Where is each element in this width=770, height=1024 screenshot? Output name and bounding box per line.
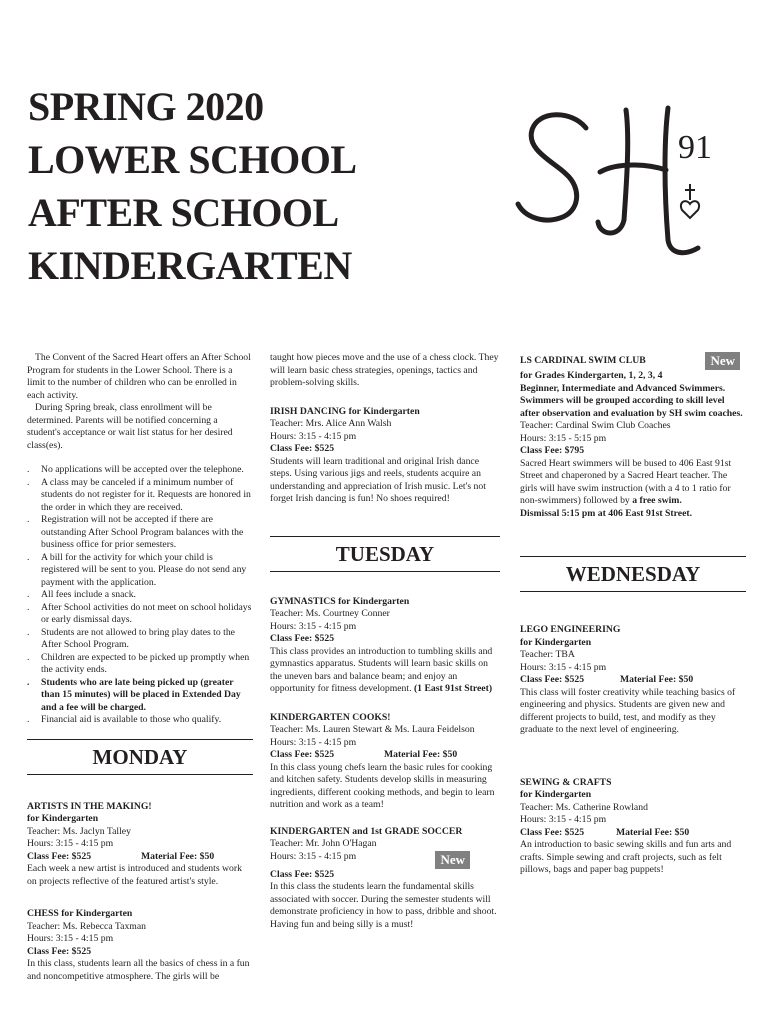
class-title: SEWING & CRAFTS [520, 776, 612, 788]
list-item: . A bill for the activity for which your child is registered will be sent to you. Please do not send any payment with the application. [27, 551, 247, 588]
bullet-mark: . [27, 589, 30, 600]
list-item: . Students are not allowed to bring play dates to the After School Program. [27, 626, 235, 650]
class-fee: Class Fee: $525 [27, 945, 92, 957]
class-description: In this class, students learn all the basics of chess in a fun and noncompetitive atmosphere. The girls will be [27, 958, 250, 982]
class-sewing [520, 777, 746, 877]
bullet-mark: . [27, 651, 30, 663]
class-fee: Class Fee: $525 [270, 443, 335, 454]
class-title: LEGO ENGINEERING [520, 624, 621, 635]
list-item: . Students who are late being picked up (greater than 15 minutes) will be placed in Extended Day and a fee will be charged. [27, 676, 241, 713]
class-levels: Beginner, Intermediate and Advanced Swimmers. Swimmers will be grouped according to skill level after observation and evaluation by SH swim coaches. [520, 382, 743, 419]
fee-row [520, 674, 746, 687]
class-lego [520, 624, 746, 737]
class-grade: for Grades Kindergarten, 1, 2, 3, 4 [520, 370, 663, 381]
list-item: . All fees include a snack. [27, 589, 136, 600]
class-description: This class will foster creativity while teaching basics of engineering and physics. Students are given new and different projects to build, test, and modify as they graduate to the next level of engineering. [520, 686, 736, 735]
day-heading-wednesday: WEDNESDAY [565, 562, 701, 586]
material-fee: Material Fee: $50 [616, 826, 690, 838]
class-description: An introduction to basic sewing skills and fun arts and crafts. Simple sewing and craft projects, such as felt pillows, bags and paper bag puppets! [520, 839, 732, 875]
fee-row [520, 827, 746, 840]
class-teacher: Teacher: Ms. Lauren Stewart & Ms. Laura Feidelson [270, 724, 475, 735]
class-hours: Hours: 3:15 - 4:15 pm [520, 661, 607, 673]
class-title: KINDERGARTEN and 1st GRADE SOCCER [270, 825, 463, 837]
day-heading-monday: MONDAY [92, 744, 188, 769]
list-item: . Registration will not be accepted if there are outstanding After School Program balances with the business office for prior semesters. [27, 514, 244, 550]
column-middle [270, 352, 500, 931]
class-hours: Hours: 3:15 - 4:15 pm [270, 850, 357, 862]
class-grade: for Kindergarten [27, 813, 99, 824]
sacred-heart-logo [508, 100, 723, 260]
heart-cross-icon [681, 184, 699, 218]
class-fee: Class Fee: $525 [520, 826, 585, 838]
class-teacher: Teacher: TBA [520, 649, 575, 660]
class-teacher: Teacher: Mrs. Alice Ann Walsh [270, 418, 392, 429]
class-fee: Class Fee: $525 [520, 674, 585, 685]
divider [520, 591, 746, 592]
title-line: SPRING 2020 [28, 84, 264, 129]
bullet-mark: . [27, 676, 30, 688]
divider [27, 774, 253, 775]
class-hours: Hours: 3:15 - 4:15 pm [270, 620, 357, 632]
class-chess [27, 908, 253, 983]
column-right [520, 352, 746, 877]
material-fee: Material Fee: $50 [620, 674, 694, 685]
class-teacher: Teacher: Ms. Jaclyn Talley [27, 825, 131, 837]
bullet-mark: . [27, 464, 30, 475]
bullet-mark: . [27, 714, 30, 725]
class-fee: Class Fee: $525 [27, 850, 92, 862]
class-description-continued: taught how pieces move and the use of a chess clock. They will learn basic chess strategies, openings, tactics and problem-solving skills. [270, 352, 499, 388]
fee-row [27, 851, 253, 864]
intro-paragraph: The Convent of the Sacred Heart offers an After School Program for students in the Lower School. There is a limit to the number of children who can be enrolled in each activity. [27, 352, 251, 401]
bullet-mark: . [27, 476, 30, 488]
class-title: LS CARDINAL SWIM CLUB [520, 354, 646, 366]
class-teacher: Teacher: Ms. Courtney Conner [270, 608, 390, 619]
logo-number: 91 [678, 129, 712, 166]
intro-paragraph: During Spring break, class enrollment will be determined. Parents will be notified concerning a student's acceptance or wait list status for her desired class(es). [27, 402, 233, 451]
class-fee: Class Fee: $525 [270, 749, 335, 760]
list-item: . After School activities do not meet on school holidays or early dismissal days. [27, 601, 252, 625]
class-description: Sacred Heart swimmers will be bused to 406 East 91st Street and chaperoned by a Sacred Heart teacher. The girls will have swim instruction (with a 4 to 1 ratio for non-swimmers) followed by a free swim. [520, 457, 732, 506]
material-fee: Material Fee: $50 [141, 850, 215, 862]
title-line: LOWER SCHOOL [28, 137, 357, 182]
column-left [27, 352, 253, 983]
class-teacher: Teacher: Mr. John O'Hagan [270, 838, 377, 849]
bullet-mark: . [27, 601, 30, 613]
class-grade: for Kindergarten [520, 636, 592, 648]
list-item: . No applications will be accepted over the telephone. [27, 464, 244, 475]
class-title: ARTISTS IN THE MAKING! [27, 800, 152, 812]
class-teacher: Teacher: Cardinal Swim Club Coaches [520, 420, 671, 431]
class-hours: Hours: 3:15 - 4:15 pm [27, 838, 114, 849]
class-hours: Hours: 3:15 - 4:15 pm [270, 430, 357, 442]
class-gymnastics [270, 596, 500, 696]
logo-s-stroke [518, 115, 586, 220]
divider [270, 571, 500, 572]
bullet-mark: . [27, 626, 30, 638]
class-description: Each week a new artist is introduced and students work on projects reflective of the featured artist's style. [27, 863, 242, 887]
class-irish-dancing [270, 406, 500, 506]
material-fee: Material Fee: $50 [384, 749, 458, 760]
new-badge: New [435, 851, 470, 869]
class-description: In this class young chefs learn the basic rules for cooking and kitchen safety. Students develop skills in measuring ingredients, different cooking methods, and begin to learn nutrition and work as a team! [270, 761, 495, 810]
bullet-mark: . [27, 551, 30, 563]
class-teacher: Teacher: Ms. Catherine Rowland [520, 801, 648, 813]
class-artists [27, 801, 253, 889]
class-title: IRISH DANCING for Kindergarten [270, 405, 420, 417]
policy-list [27, 464, 253, 727]
class-title: CHESS for Kindergarten [27, 908, 133, 919]
class-description: Students will learn traditional and original Irish dance steps. Using various jigs and reels, students acquire an understanding and appreciation of Irish music. Let's not forget Irish dancing is fun! No shoes required! [270, 455, 486, 504]
class-hours: Hours: 3:15 - 4:15 pm [270, 736, 357, 748]
page-title [28, 80, 357, 292]
class-title: GYMNASTICS for Kindergarten [270, 595, 410, 607]
class-fee: Class Fee: $525 [270, 868, 335, 880]
class-location: (1 East 91st Street) [413, 683, 493, 694]
bullet-mark: . [27, 514, 30, 525]
class-fee: Class Fee: $795 [520, 445, 585, 456]
list-item: . Children are expected to be picked up promptly when the activity ends. [27, 651, 250, 675]
divider [27, 739, 253, 740]
class-cooks [270, 712, 500, 812]
class-teacher: Teacher: Ms. Rebecca Taxman [27, 920, 146, 932]
divider [520, 556, 746, 557]
class-grade: for Kindergarten [520, 789, 592, 800]
new-badge: New [705, 352, 740, 370]
class-hours: Hours: 3:15 - 4:15 pm [520, 814, 607, 825]
list-item: . A class may be canceled if a minimum number of students do not register for it. Requests are honored in the order in which they are received. [27, 476, 251, 513]
logo-h-crossbar [600, 165, 666, 172]
class-description: This class provides an introduction to tumbling skills and gymnastics apparatus. Students will learn basic skills on the uneven bars and balance beam; and enjoy an opportunity for fitness development. (1 East 91st Street) [270, 645, 493, 694]
class-title: KINDERGARTEN COOKS! [270, 711, 391, 723]
class-soccer [270, 826, 500, 932]
day-heading-tuesday: TUESDAY [335, 541, 435, 566]
class-hours: Hours: 3:15 - 5:15 pm [520, 432, 607, 444]
divider [270, 536, 500, 537]
class-fee: Class Fee: $525 [270, 633, 335, 644]
title-line: KINDERGARTEN [28, 243, 352, 288]
class-dismissal: Dismissal 5:15 pm at 406 East 91st Street. [520, 507, 693, 519]
list-item: . Financial aid is available to those who qualify. [27, 714, 222, 725]
class-hours: Hours: 3:15 - 4:15 pm [27, 933, 114, 944]
title-line: AFTER SCHOOL [28, 190, 339, 235]
class-description: In this class the students learn the fundamental skills associated with soccer. During the semester students will demonstrate proficiency in how to pass, dribble and shoot. Having fun and being silly is a must! [270, 881, 497, 930]
class-swim-club [520, 352, 746, 520]
fee-row [270, 749, 500, 762]
